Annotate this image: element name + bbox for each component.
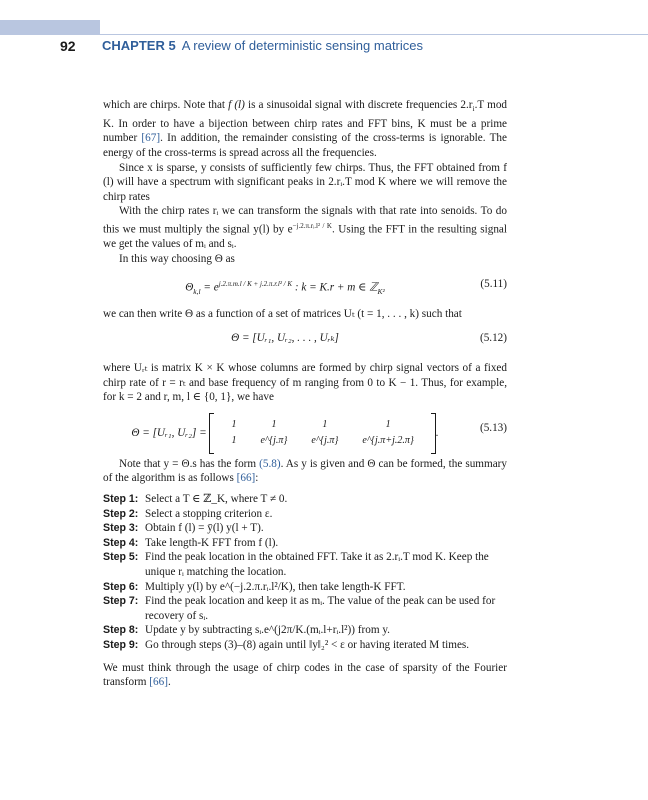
paragraph-8 [103,661,507,690]
step-item [103,638,507,653]
subscript: K² [377,286,385,296]
chapter-title: A review of deterministic sensing matrices [181,38,423,53]
step-item [103,580,507,595]
math: f (l) [228,99,245,111]
paragraph-1: which are chirps. Note that f (l) is a sinusoidal signal with discrete frequencies $2.r_i.T$ mod K. In order to have a bijection between chirp rates and FFT bins, K must be a prime number [67]. In addition, the remainder consisting of the cross-terms is ignorable. The energy of the cross-terms is spread across all the frequencies. [103,99,508,160]
matrix-cell: 1 [385,418,391,430]
text: Note that y = Θ.s has the form [119,457,260,470]
matrix-cell: 1 [231,435,237,447]
text: . As y is given and Θ can be formed, the summary of the algorithm is as follows [103,457,507,485]
citation-link[interactable]: [67] [141,132,161,145]
text: With the chirp rates rᵢ we can transform the signals with that rate into senoids. To do this we must multiply the signal y(l) by e [103,205,507,236]
step-text: Find the peak location and keep it as mᵢ. The value of the peak can be used for recovery of sᵢ. [145,595,496,622]
equation-5-12 [103,327,507,355]
math: Θ [185,281,194,294]
matrix-cell: 1 [271,418,277,430]
matrix-cell: e^{j.π} [260,435,288,447]
running-header [102,38,423,53]
step-text: Take length-K FFT from f (l). [145,536,279,549]
math: Θ = [Uᵣ₁, Uᵣ₂] = [131,427,207,440]
exponent: j.2.π.m.l / K + j.2.π.r.l² / K [218,279,293,288]
citation-link[interactable]: [66] [236,472,256,485]
equation-number: (5.13) [479,421,507,434]
step-label: Step 2: [103,507,139,520]
step-item [103,521,507,536]
matrix-cell: e^{j.π+j.2.π} [362,435,414,447]
step-text: Select a stopping criterion ε. [145,507,273,520]
step-item [103,623,507,638]
step-label: Step 5: [103,551,139,564]
math: = e [200,281,219,294]
text: .T mod K. In order to have a bijection between chirp rates and FFT bins, K must be a prime number [103,99,508,145]
citation-link[interactable]: (5.8) [259,457,281,470]
paragraph-3 [103,204,507,252]
chapter-label: CHAPTER 5 [102,38,176,53]
matrix-cell: 1 [231,418,237,430]
step-label: Step 1: [103,493,139,506]
header-accent-bar [0,20,100,34]
step-label: Step 9: [103,639,139,651]
text: . Using the FFT in the resulting signal we get the values of mᵢ and sᵢ. [103,223,507,251]
step-label: Step 8: [103,624,139,637]
matrix-cell: e^{j.π} [311,435,339,447]
page-body [103,98,507,690]
equation-5-13: Θ = [Uᵣ₁, Uᵣ₂] = 1 1 1 1 1 e^{j.π} e^{j.π} e^{j.π+j.2.π} . (5.13) [103,411,507,451]
text: which are chirps. Note that [103,99,229,111]
matrix-cell: 1 [322,418,328,430]
step-label: Step 7: [103,595,139,608]
page-number: 92 [60,38,76,54]
exponent: −j.2.π.rᵢ.l² / K [292,221,332,230]
paragraph-5: we can then write Θ as a function of a set of matrices Uₜ (t = 1, . . . , k) such that [103,307,462,320]
step-item [103,507,507,522]
text: . [167,676,171,689]
paragraph-6: where Uᵣₜ is matrix K × K whose columns are formed by chirp signal vectors of a fixed chirp rate of r = rₜ and base frequency of m ranging from 0 to K − 1. Thus, for example, for k = 2 and r, m, l ∈ {0, 1}, we have [103,362,507,404]
step-text: Multiply y(l) by e^(−j.2.π.rᵢ.l²/K), then take length-K FFT. [145,580,406,593]
citation-link[interactable]: [66] [149,676,168,689]
step-label: Step 3: [103,522,139,535]
step-label: Step 4: [103,536,139,549]
algorithm-steps [103,492,507,653]
step-text: Select a T ∈ ℤ_K, where T ≠ 0. [145,493,288,506]
subscript: k,l [193,286,201,296]
step-item [103,492,507,507]
paragraph-7 [103,457,507,486]
matrix [209,417,435,450]
equation-number: (5.11) [480,277,507,290]
equation-number: (5.12) [479,332,507,345]
paragraph-4: In this way choosing Θ as [119,252,235,265]
step-item [103,594,507,623]
step-item [103,536,507,551]
step-text: Find the peak location in the obtained FFT. Take it as 2.rᵢ.T mod K. Keep the unique rᵢ matching the location. [145,551,489,579]
step-text: Obtain f (l) = ȳ(l) y(l + T). [145,522,264,535]
paragraph-2: Since x is sparse, y consists of sufficiently few chirps. Thus, the FFT obtained from f (l) will have a spectrum with significant peaks in 2.rᵢ.T mod K where we will remove the chirp rates [103,161,507,203]
step-label: Step 6: [103,580,139,593]
text: is a sinusoidal signal with discrete frequencies 2.r [244,99,473,111]
text: . In addition, the remainder consisting of the cross-terms is ignorable. The energy of the cross-terms is spread across all the frequencies. [103,132,507,160]
text: : [255,472,259,485]
step-text: Go through steps (3)–(8) again until ‖y‖₂² < ε or having iterated M times. [145,639,470,651]
math: : k = K.r + m ∈ ℤ [292,281,378,294]
equation-5-11 [103,273,507,301]
step-text: Update y by subtracting sᵢ.e^(j2π/K.(mᵢ.l+rᵢ.l²)) from y. [145,624,390,637]
step-item [103,550,507,579]
text: We must think through the usage of chirp codes in the case of sparsity of the Fourier transform [103,661,507,689]
header-rule [0,34,648,35]
math: Θ = [Uᵣ₁, Uᵣ₂, . . . , Uᵣₖ] [231,332,339,345]
